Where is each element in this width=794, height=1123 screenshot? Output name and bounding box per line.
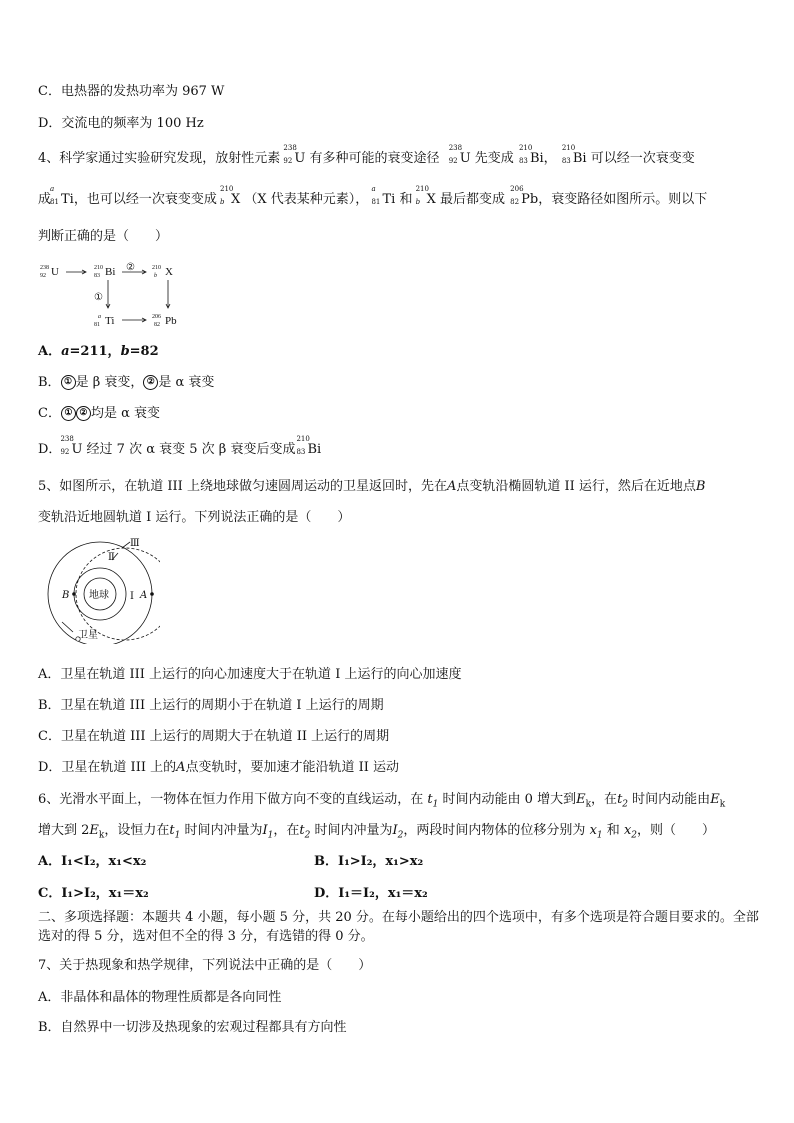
bi-mass: 210	[94, 265, 103, 271]
ti-mass: a	[98, 314, 101, 320]
isotope-ti: a 81 Ti	[50, 185, 74, 207]
q5-option-a: A．卫星在轨道 III 上运行的向心加速度大于在轨道 I 上运行的向心加速度	[38, 667, 462, 682]
q3-option-c: C．电热器的发热功率为 967 W	[38, 84, 225, 99]
q5-option-c: C．卫星在轨道 III 上运行的周期大于在轨道 II 上运行的周期	[38, 729, 390, 744]
orbit-ii-label: Ⅱ	[108, 552, 115, 563]
bi-charge: 83	[94, 273, 100, 279]
q5-stem-line1: 5、如图所示，在轨道 III 上绕地球做匀速圆周运动的卫星返回时，先在A点变轨沿椭圆轨道 II 运行，然后在近地点B	[38, 479, 706, 494]
ti-charge: 81	[94, 322, 100, 328]
q7-option-a: A．非晶体和晶体的物理性质都是各向同性	[38, 990, 282, 1005]
q4-option-b: B． ① 是 β 衰变， ② 是 α 衰变	[38, 375, 215, 390]
isotope-u238: 238 92 U	[448, 144, 471, 166]
bi-symbol: Bi	[105, 266, 116, 278]
path-2-label: ②	[126, 262, 135, 273]
path-1-label: ①	[94, 292, 103, 303]
isotope-pb206: 206 82 Pb	[510, 185, 539, 207]
isotope-x: 210 b X	[220, 185, 241, 207]
q6-stem-line1: 6、光滑水平面上，一物体在恒力作用下做方向不变的直线运动，在 $t_1$ 时间内动能由 0 增大到$E_k$，在$t_2$ 时间内动能由$E_k$	[38, 792, 726, 810]
decay-diagram	[36, 262, 196, 332]
orbit-iii-label: Ⅲ	[130, 538, 140, 549]
q5-option-d: D．卫星在轨道 III 上的A点变轨时，要加速才能沿轨道 II 运动	[38, 760, 400, 775]
q5-option-b: B．卫星在轨道 III 上运行的周期小于在轨道 I 上运行的周期	[38, 698, 384, 713]
isotope-u238: 238 92 U	[283, 144, 306, 166]
ti-symbol: Ti	[105, 315, 115, 327]
section-2-heading: 二、多项选择题：本题共 4 小题，每小题 5 分，共 20 分。在每小题给出的四个选项中，有多个选项是符合题目要求的。全部选对的得 5 分，选对但不全的得 3 分，有选错的得 0 分。	[38, 910, 759, 944]
q6-stem-line2: 增大到 $2E_k$，设恒力在$t_1$ 时间内冲量为$I_1$，在$t_2$ 时间内冲量为$I_2$，两段时间内物体的位移分别为 $x_1$ 和 $x_2$，则（ ）	[38, 823, 716, 841]
q6-option-b: B．I₁>I₂，x₁>x₂	[314, 854, 424, 869]
circled-2: ②	[76, 406, 91, 421]
isotope-bi210: 210 83 Bi	[518, 144, 544, 166]
isotope-bi210: 210 83 Bi	[561, 144, 587, 166]
orbit-diagram	[40, 538, 160, 644]
isotope-ti: a 81 Ti	[371, 185, 396, 207]
leader-iii	[122, 542, 130, 548]
q4-option-a: A．a=211，b=82	[38, 344, 159, 359]
earth-label: 地球	[89, 590, 109, 601]
circled-1: ①	[61, 406, 76, 421]
q7-stem: 7、关于热现象和热学规律，下列说法中正确的是（ ）	[38, 958, 372, 973]
x-mass: 210	[152, 265, 161, 271]
pb-mass: 206	[152, 314, 161, 320]
satellite-label: 卫星	[78, 630, 98, 641]
pb-charge: 82	[154, 322, 160, 328]
x-charge: b	[154, 273, 157, 279]
q5-stem-line2: 变轨沿近地圆轨道 I 运行。下列说法正确的是（ ）	[38, 510, 351, 525]
q4-stem-line1: 4、科学家通过实验研究发现，放射性元素 238 92 U 有多种可能的衰变途径 238 92 U 先变成 210 83 Bi， 210 83 Bi 可以经一次衰变变	[38, 144, 695, 166]
point-b	[72, 592, 76, 596]
leader-sat	[62, 622, 73, 632]
q4-stem-line3: 判断正确的是（ ）	[38, 229, 169, 244]
q4-stem-line2: 成 a 81 Ti，也可以经一次衰变变成 210 b X （X 代表某种元素）， a 81 Ti 和 210 b X 最后都变成 206 82 Pb，衰变路径如图所示。则以下	[38, 185, 708, 207]
u-mass: 238	[40, 265, 49, 271]
q6-option-d: D．I₁＝I₂，x₁＝x₂	[314, 886, 428, 901]
q7-option-b: B．自然界中一切涉及热现象的宏观过程都具有方向性	[38, 1020, 347, 1035]
point-a-label: A	[140, 590, 148, 601]
circled-1: ①	[61, 375, 76, 390]
circled-2: ②	[143, 375, 158, 390]
x-symbol: X	[165, 266, 173, 278]
q3-option-d: D．交流电的频率为 100 Hz	[38, 116, 204, 131]
u-charge: 92	[40, 273, 46, 279]
isotope-x: 210 b X	[415, 185, 436, 207]
u-symbol: U	[51, 266, 59, 278]
q6-option-a: A．I₁<I₂，x₁<x₂	[38, 854, 147, 869]
point-b-label: B	[62, 590, 70, 601]
isotope-bi210: 210 83 Bi	[296, 435, 322, 457]
isotope-u238: 238 92 U	[60, 435, 83, 457]
orbit-i-label: I	[130, 591, 134, 602]
point-a	[150, 592, 154, 596]
q6-option-c: C．I₁>I₂，x₁＝x₂	[38, 886, 149, 901]
q4-option-d: D． 238 92 U 经过 7 次 α 衰变 5 次 β 衰变后变成 210 83 Bi	[38, 435, 322, 457]
pb-symbol: Pb	[165, 315, 177, 327]
q4-option-c: C． ① ② 均是 α 衰变	[38, 406, 160, 421]
